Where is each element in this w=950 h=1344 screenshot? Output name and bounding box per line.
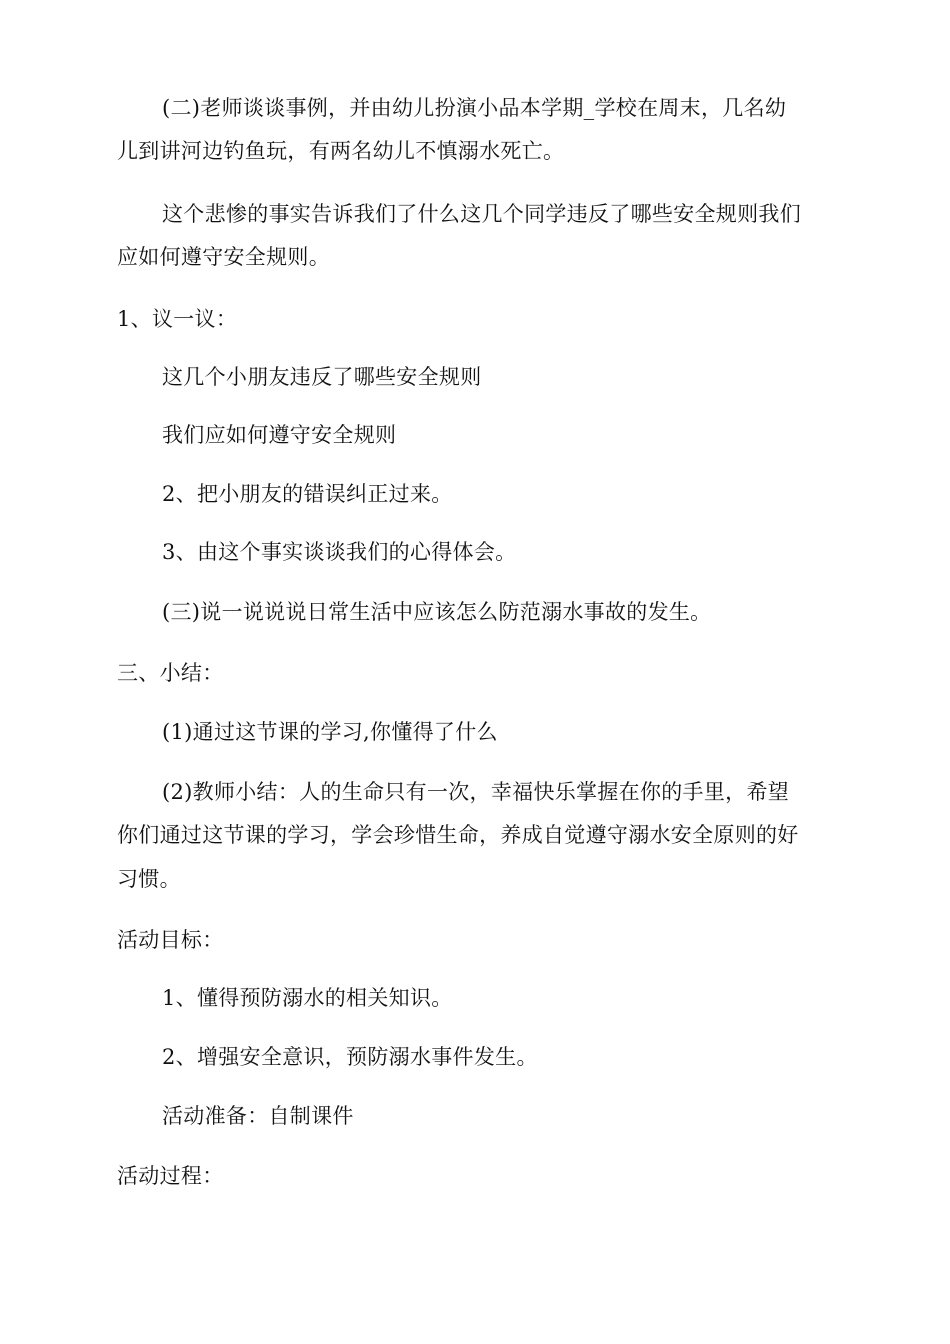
paragraph-line: 这个悲惨的事实告诉我们了什么这几个同学违反了哪些安全规则我们: [162, 202, 801, 226]
list-item: 2、把小朋友的错误纠正过来。: [162, 482, 453, 506]
paragraph-line: 儿到讲河边钓鱼玩，有两名幼儿不慎溺水死亡。: [117, 139, 565, 163]
list-item: 1、懂得预防溺水的相关知识。: [162, 986, 453, 1010]
paragraph-line: (2)教师小结：人的生命只有一次，幸福快乐掌握在你的手里，希望: [162, 780, 790, 804]
list-item: 2、增强安全意识，预防溺水事件发生。: [162, 1045, 538, 1069]
list-item: (1)通过这节课的学习,你懂得了什么: [162, 720, 498, 744]
paragraph-line: (二)老师谈谈事例，并由幼儿扮演小品本学期_学校在周末，几名幼: [162, 96, 787, 120]
section-heading: 1、议一议：: [117, 307, 238, 331]
section-heading: 活动目标：: [117, 928, 224, 952]
paragraph-line: 活动准备：自制课件: [162, 1104, 354, 1128]
list-item: 3、由这个事实谈谈我们的心得体会。: [162, 540, 517, 564]
paragraph-line: 这几个小朋友违反了哪些安全规则: [162, 365, 482, 389]
section-heading: 三、小结：: [117, 661, 224, 685]
paragraph-line: 你们通过这节课的学习，学会珍惜生命，养成自觉遵守溺水安全原则的好: [117, 823, 799, 847]
paragraph-line: 习惯。: [117, 867, 181, 891]
paragraph-line: (三)说一说说说日常生活中应该怎么防范溺水事故的发生。: [162, 600, 712, 624]
paragraph-line: 我们应如何遵守安全规则: [162, 423, 397, 447]
paragraph-line: 应如何遵守安全规则。: [117, 245, 330, 269]
section-heading: 活动过程：: [117, 1164, 224, 1188]
